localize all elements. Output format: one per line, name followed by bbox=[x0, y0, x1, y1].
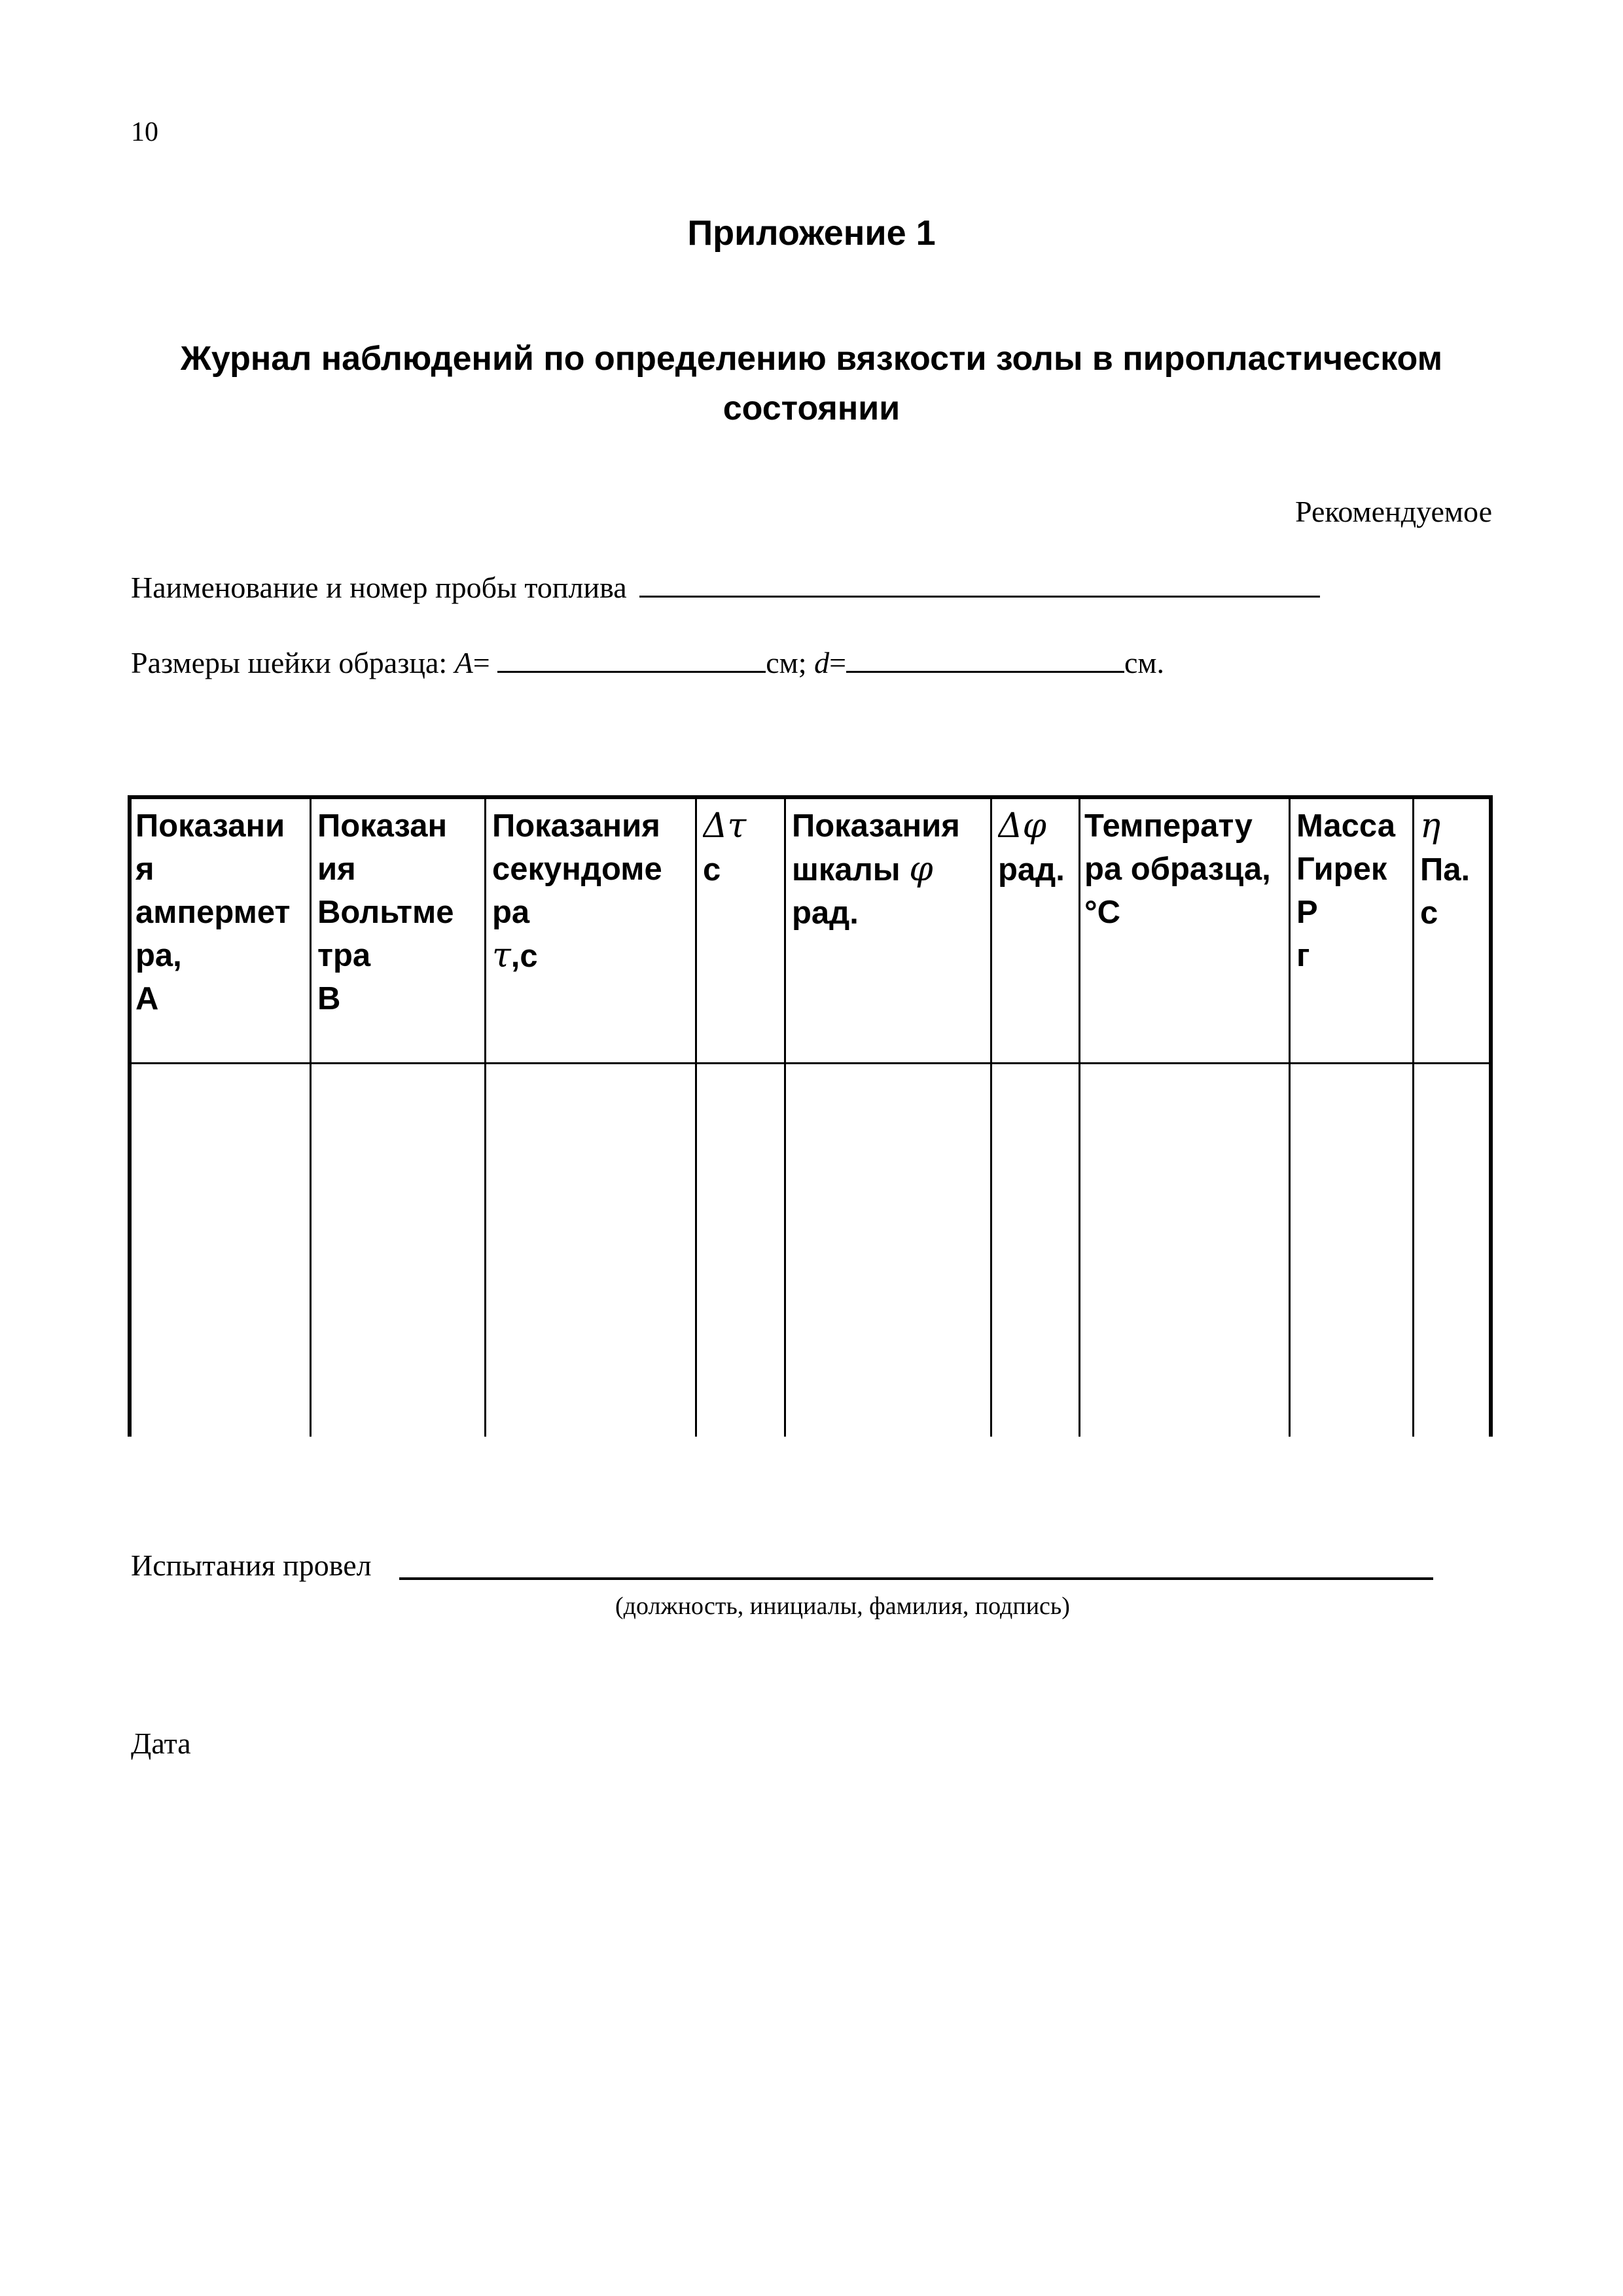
table-cell-scale[interactable] bbox=[786, 1064, 990, 1437]
table-cell-weights-mass[interactable] bbox=[1291, 1064, 1412, 1437]
header-scale: Показания шкалы φ рад. bbox=[792, 808, 960, 931]
table-cell-voltmeter[interactable] bbox=[312, 1064, 484, 1437]
header-delta-phi: Δφ рад. bbox=[998, 806, 1065, 888]
table-cell-stopwatch[interactable] bbox=[486, 1064, 695, 1437]
table-cell-viscosity[interactable] bbox=[1414, 1064, 1489, 1437]
phi-symbol: φ bbox=[909, 850, 933, 889]
neck-a-unit: см; bbox=[766, 646, 807, 679]
header-ammeter: Показани я ампермет ра, А bbox=[135, 808, 291, 1016]
table-cell-temperature[interactable] bbox=[1080, 1064, 1289, 1437]
table-cell-ammeter[interactable] bbox=[132, 1064, 310, 1437]
signature-hint: (должность, инициалы, фамилия, подпись) bbox=[615, 1592, 1070, 1620]
header-voltmeter: Показан ия Вольтме тра В bbox=[317, 808, 454, 1016]
table-cell-delta-tau[interactable] bbox=[697, 1064, 784, 1437]
signature-line[interactable] bbox=[399, 1577, 1433, 1580]
header-weights-mass: Масса Гирек Р г bbox=[1296, 808, 1396, 973]
neck-d-variable: d bbox=[814, 646, 830, 679]
tau-symbol: τ bbox=[492, 936, 511, 975]
table-cell-delta-phi[interactable] bbox=[992, 1064, 1079, 1437]
neck-a-blank[interactable] bbox=[497, 645, 766, 673]
header-viscosity: η Па. с bbox=[1420, 806, 1471, 931]
page-number: 10 bbox=[131, 117, 158, 147]
table-right-border bbox=[1489, 795, 1493, 1437]
tested-by-label: Испытания провел bbox=[131, 1549, 372, 1582]
neck-d-unit: см. bbox=[1124, 646, 1165, 679]
date-label: Дата bbox=[131, 1727, 191, 1760]
sample-name-blank[interactable] bbox=[639, 569, 1320, 598]
recommended-label: Рекомендуемое bbox=[1295, 495, 1492, 528]
neck-a-variable: A bbox=[454, 646, 473, 679]
header-delta-tau: Δτ с bbox=[703, 806, 747, 888]
observation-table bbox=[128, 795, 1493, 1437]
header-stopwatch: Показания секундоме ра τ,с bbox=[492, 808, 662, 975]
header-temperature: Температу ра образца, °С bbox=[1084, 808, 1271, 930]
journal-title bbox=[157, 334, 1466, 433]
neck-d-equals: = bbox=[829, 646, 847, 679]
appendix-title: Приложение 1 bbox=[687, 213, 936, 253]
journal-title-line-1: Журнал наблюдений по определению вязкости золы в пиропластическом bbox=[180, 340, 1443, 378]
neck-a-equals: = bbox=[473, 646, 490, 679]
neck-d-blank[interactable] bbox=[846, 645, 1124, 673]
neck-size-line bbox=[131, 645, 1164, 680]
neck-size-label: Размеры шейки образца: bbox=[131, 646, 455, 679]
eta-symbol: η bbox=[1420, 806, 1441, 846]
journal-title-line-2: состоянии bbox=[722, 389, 901, 427]
delta-phi-symbol: Δφ bbox=[998, 806, 1046, 846]
sample-name-line bbox=[131, 569, 1320, 605]
sample-name-label: Наименование и номер пробы топлива bbox=[131, 571, 627, 604]
delta-tau-symbol: Δτ bbox=[703, 806, 747, 846]
